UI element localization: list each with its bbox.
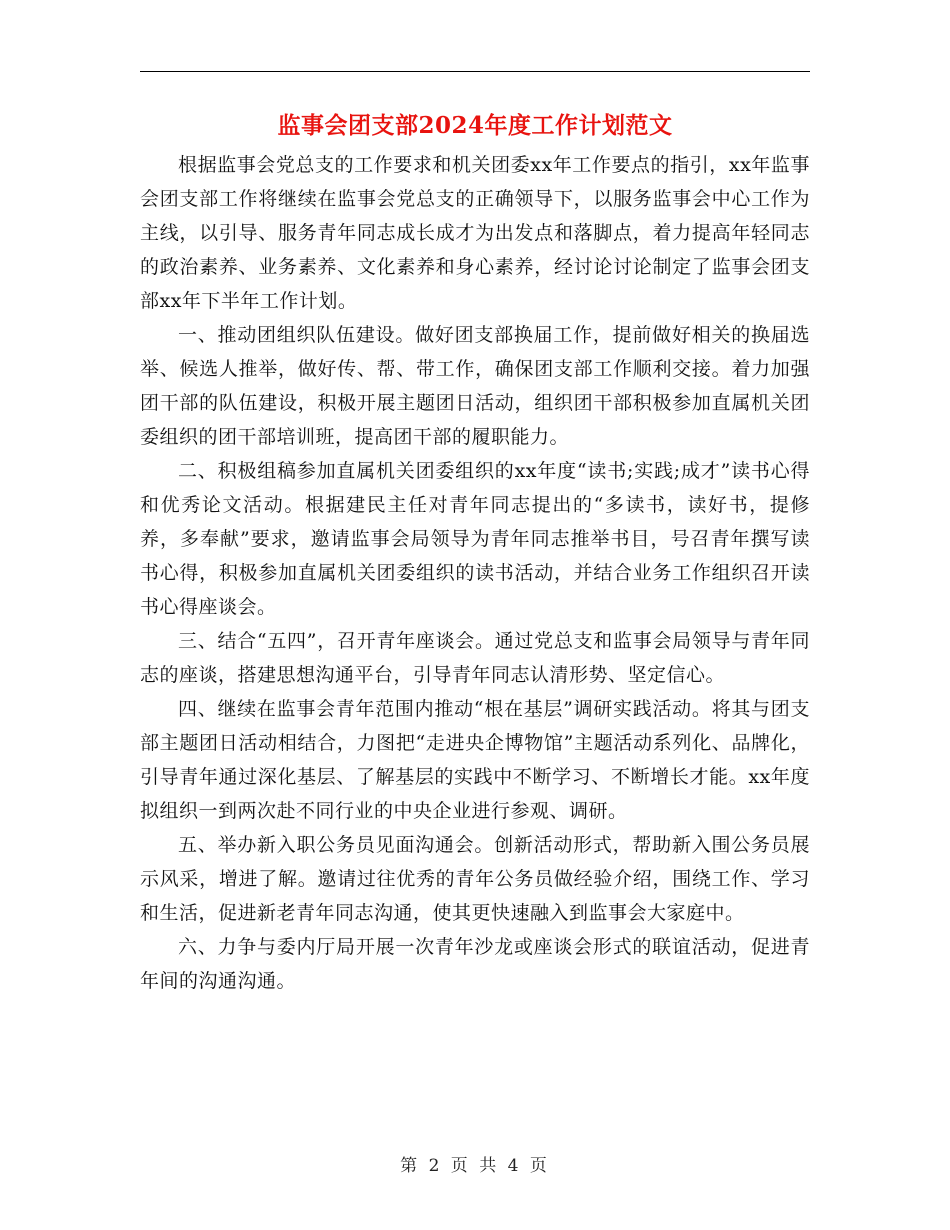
page-number-footer: 第 2 页 共 4 页	[400, 1156, 550, 1176]
paragraph-item-4: 四、继续在监事会青年范围内推动“根在基层”调研实践活动。将其与团支部主题团日活动相结合，力图把“走进央企博物馆”主题活动系列化、品牌化，引导青年通过深化基层、了解基层的实践中不断学习、不断增长才能。xx年度拟组织一到两次赴不同行业的中央企业进行参观、调研。	[140, 698, 810, 822]
paragraph-item-6: 六、力争与委内厅局开展一次青年沙龙或座谈会形式的联谊活动，促进青年间的沟通沟通。	[140, 936, 810, 992]
paragraph-item-5: 五、举办新入职公务员见面沟通会。创新活动形式，帮助新入围公务员展示风采，增进了解。邀请过往优秀的青年公务员做经验介绍，围绕工作、学习和生活，促进新老青年同志沟通，使其更快速融入到监事会大家庭中。	[140, 834, 810, 924]
document-body	[140, 148, 810, 998]
paragraph-item-1: 一、推动团组织队伍建设。做好团支部换届工作，提前做好相关的换届选举、候选人推举，做好传、帮、带工作，确保团支部工作顺利交接。着力加强团干部的队伍建设，积极开展主题团日活动，组织团干部积极参加直属机关团委组织的团干部培训班，提高团干部的履职能力。	[140, 324, 810, 448]
paragraph-item-2: 二、积极组稿参加直属机关团委组织的xx年度“读书;实践;成才”读书心得和优秀论文活动。根据建民主任对青年同志提出的“多读书，读好书，提修养，多奉献”要求，邀请监事会局领导为青年同志推举书目，号召青年撰写读书心得，积极参加直属机关团委组织的读书活动，并结合业务工作组织召开读书心得座谈会。	[140, 460, 810, 618]
paragraph-item-3: 三、结合“五四”，召开青年座谈会。通过党总支和监事会局领导与青年同志的座谈，搭建思想沟通平台，引导青年同志认清形势、坚定信心。	[140, 630, 810, 686]
intro-paragraph: 根据监事会党总支的工作要求和机关团委xx年工作要点的指引，xx年监事会团支部工作将继续在监事会党总支的正确领导下，以服务监事会中心工作为主线，以引导、服务青年同志成长成才为出发点和落脚点，着力提高年轻同志的政治素养、业务素养、文化素养和身心素养，经讨论讨论制定了监事会团支部xx年下半年工作计划。	[140, 154, 810, 312]
document-title: 监事会团支部2024年度工作计划范文	[277, 112, 673, 139]
header-rule	[140, 71, 810, 72]
